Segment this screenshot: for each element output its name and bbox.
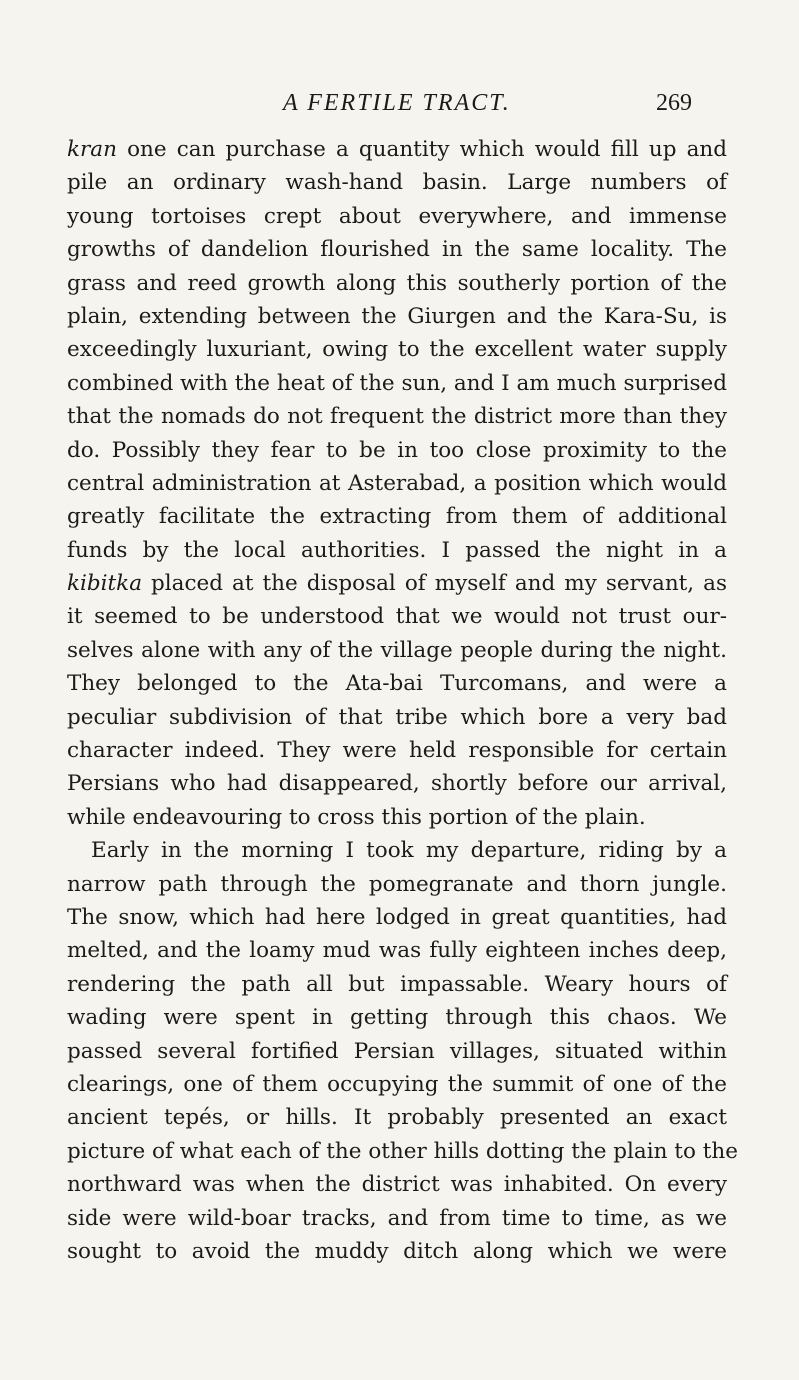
text-line: peculiar subdivision of that tribe which bore a very bad [67,704,727,730]
text-line: sought to avoid the muddy ditch along which we were [67,1238,727,1264]
page-number: 269 [656,90,692,116]
text-line: clearings, one of them occupying the summit of one of the [67,1071,727,1097]
text-line: grass and reed growth along this southerly portion of the [67,270,727,296]
text-line: pile an ordinary wash-hand basin. Large numbers of [67,170,727,196]
text-line: Persians who had disappeared, shortly before our arrival, [67,771,727,797]
text-line: funds by the local authorities. I passed the night in a [67,537,727,563]
text-line: combined with the heat of the sun, and I am much surprised [67,370,728,396]
body-text [67,133,738,1268]
text-line: picture of what each of the other hills dotting the plain to the [67,1138,738,1164]
text-line: They belonged to the Ata-bai Turcomans, and were a [67,671,727,697]
text-line: selves alone with any of the village people during the night. [67,637,727,663]
text-line: exceedingly luxuriant, owing to the excellent water supply [67,337,727,363]
text-line: Early in the morning I took my departure, riding by a [91,838,727,864]
text-line: character indeed. They were held responsible for certain [67,738,727,764]
italic-word: kibitka [67,571,143,597]
text-line: melted, and the loamy mud was fully eighteen inches deep, [67,938,727,964]
text-line: do. Possibly they fear to be in too close proximity to the [67,437,727,463]
text-line: ancient tepés, or hills. It probably presented an exact [67,1105,727,1131]
text-line: that the nomads do not frequent the district more than they [67,404,727,430]
text-line: wading were spent in getting through this chaos. We [67,1005,727,1031]
text-line: it seemed to be understood that we would not trust our- [67,604,727,630]
italic-word: kran [67,137,117,162]
text-line: central administration at Asterabad, a position which would [67,470,727,496]
text-line: The snow, which had here lodged in great quantities, had [67,904,727,930]
text-line: northward was when the district was inhabited. On every [67,1172,727,1198]
text-line: kibitka placed at the disposal of myself and my servant, as [67,571,727,597]
text-line: greatly facilitate the extracting from them of additional [67,504,727,530]
text-line: young tortoises crept about everywhere, and immense [67,203,727,229]
text-line: rendering the path all but impassable. Weary hours of [67,971,727,997]
running-title: A FERTILE TRACT. [283,90,511,116]
text-line: narrow path through the pomegranate and thorn jungle. [67,871,727,897]
text-line: passed several fortified Persian villages, situated within [67,1038,727,1064]
text-line: kran one can purchase a quantity which would fill up and [67,137,727,162]
text-line: plain, extending between the Giurgen and the Kara-Su, is [67,303,727,329]
running-head [0,88,799,128]
text-line: side were wild-boar tracks, and from time to time, as we [67,1205,727,1231]
text-line: growths of dandelion flourished in the same locality. The [67,237,727,263]
text-line: while endeavouring to cross this portion of the plain. [67,804,646,830]
